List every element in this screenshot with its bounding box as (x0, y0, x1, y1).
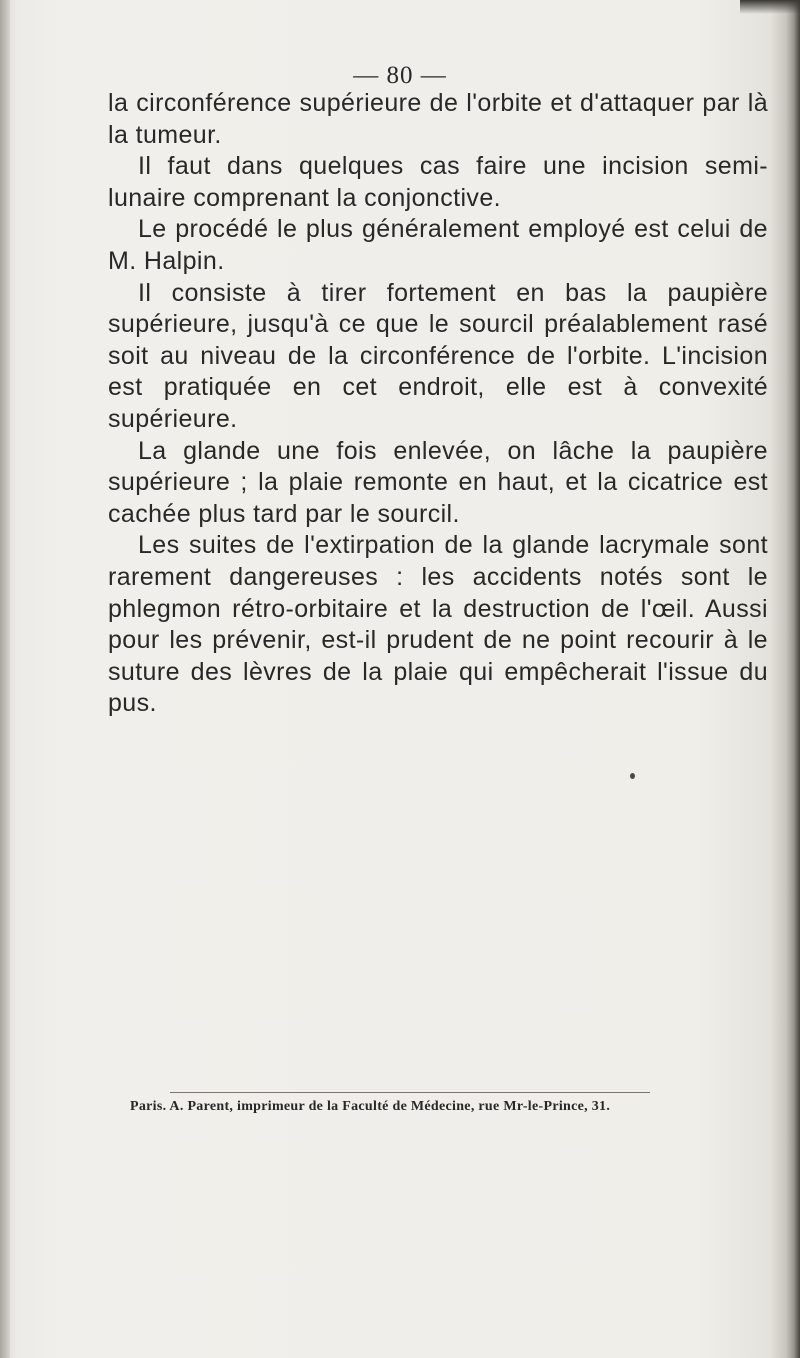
paragraph-6: Les suites de l'extirpation de la glande lacrymale sont rarement dangereuses : les accidents notés sont le phlegmon rétro-orbitaire et la destruction de l'œil. Aussi pour les prévenir, est-il prudent de ne point recourir à le suture des lèvres de la plaie qui empêcherait l'issue du pus. (108, 531, 768, 718)
page-left-shadow (0, 0, 10, 1358)
paragraph-2: Il faut dans quelques cas faire une incision semi-lunaire comprenant la conjonctive. (108, 152, 768, 212)
page-corner-shadow (740, 0, 800, 14)
page-number: — 80 — (353, 62, 447, 89)
footer-rule (170, 1092, 650, 1093)
printer-imprint: Paris. A. Parent, imprimeur de la Faculté de Médecine, rue Mr-le-Prince, 31. (130, 1099, 611, 1114)
paragraph-4: Il consiste à tirer fortement en bas la paupière supérieure, jusqu'à ce que le sourcil préalablement rasé soit au niveau de la circonférence de l'orbite. L'incision est pratiquée en cet endroit, elle est à convexité supérieure. (108, 278, 768, 433)
body-text (108, 88, 768, 720)
ink-speck (630, 773, 635, 779)
page-right-edge (786, 0, 800, 1358)
paragraph-5: La glande une fois enlevée, on lâche la paupière supérieure ; la plaie remonte en haut, et la cicatrice est cachée plus tard par le sourcil. (108, 436, 768, 528)
paragraph-3: Le procédé le plus généralement employé est celui de M. Halpin. (108, 215, 768, 275)
paragraph-1: la circonférence supérieure de l'orbite et d'attaquer par là la tumeur. (108, 89, 768, 149)
